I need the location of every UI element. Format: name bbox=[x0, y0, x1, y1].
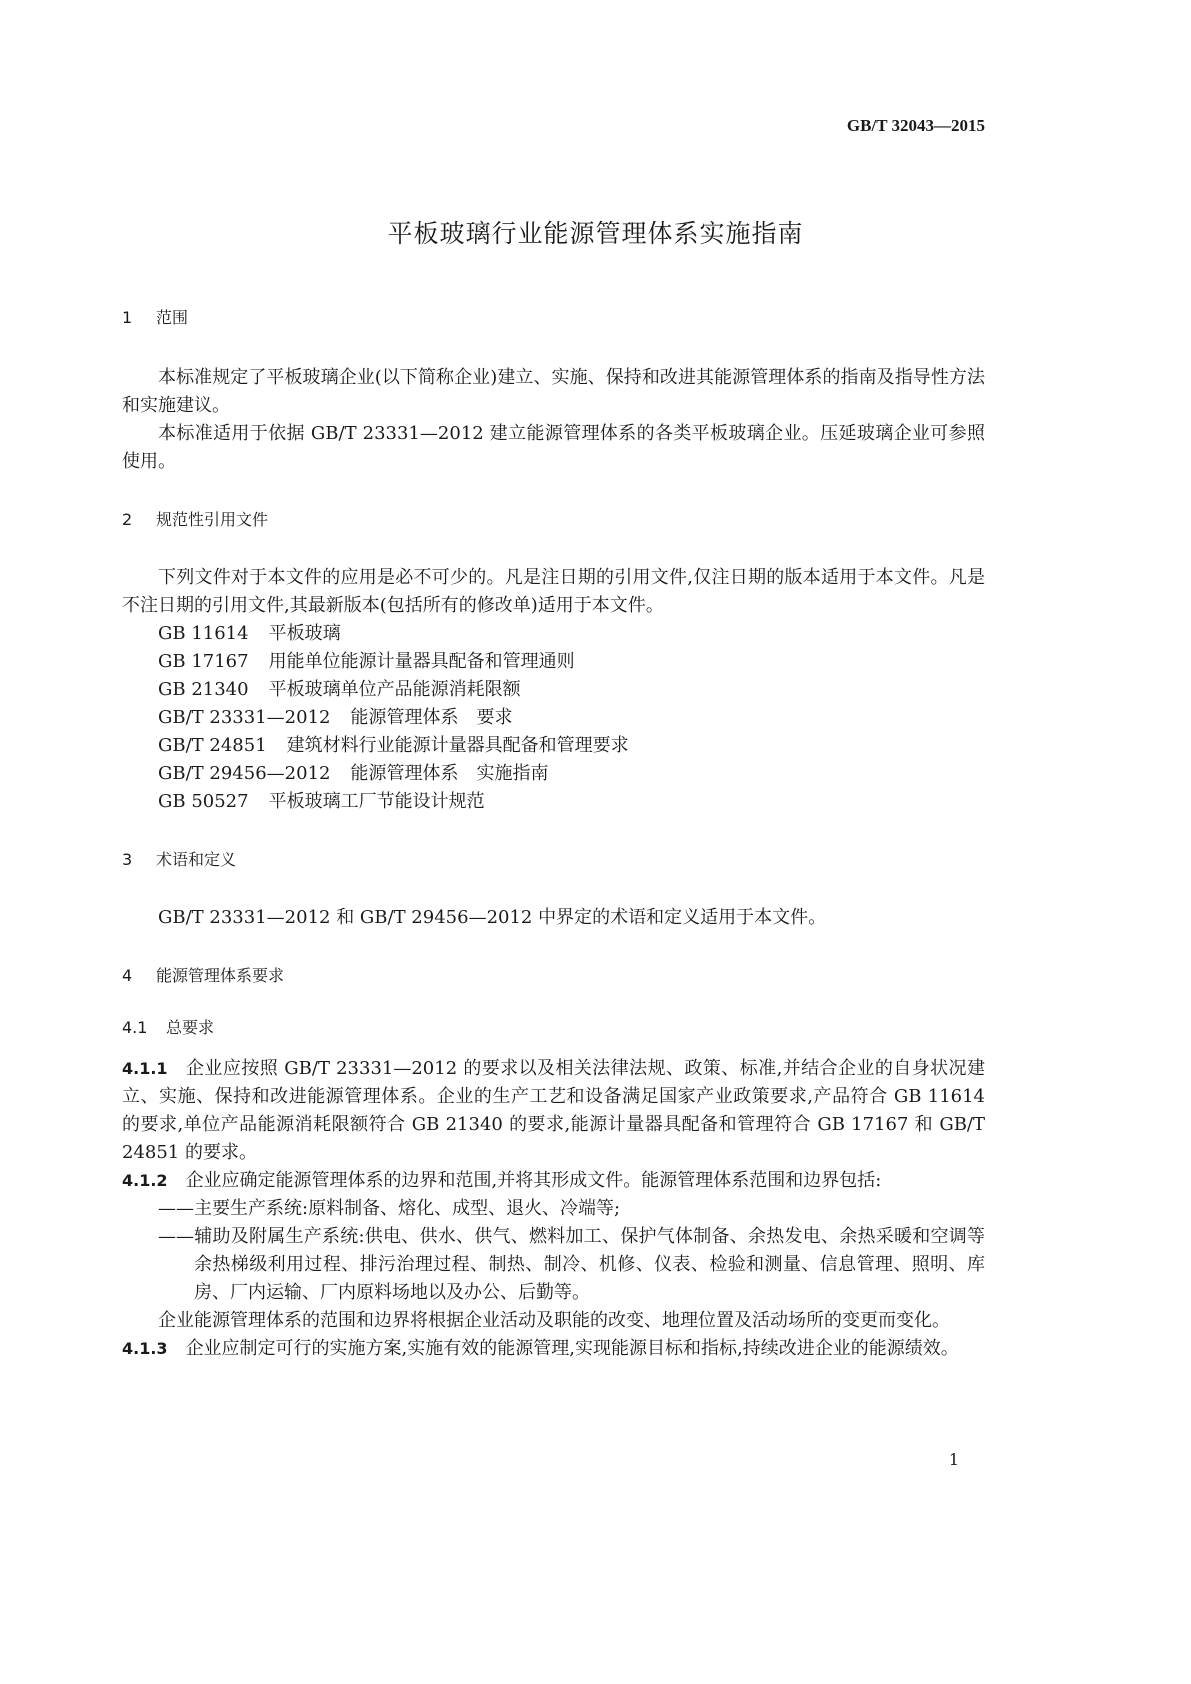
list-item: ——辅助及附属生产系统:供电、供水、供气、燃料加工、保护气体制备、余热发电、余热采暖和空调等余热梯级利用过程、排污治理过程、制热、制冷、机修、仪表、检验和测量、信息管理、照明、库房、厂内运输、厂内原料场地以及办公、后勤等。 bbox=[158, 1226, 985, 1303]
page-number: 1 bbox=[948, 1450, 959, 1469]
paragraph: 本标准规定了平板玻璃企业(以下简称企业)建立、实施、保持和改进其能源管理体系的指南及指导性方法和实施建议。 bbox=[122, 367, 985, 416]
section-3-heading: 3 术语和定义 bbox=[122, 850, 237, 869]
section-1-body bbox=[122, 364, 985, 476]
document-title: 平板玻璃行业能源管理体系实施指南 bbox=[387, 219, 804, 248]
reference-item: GB 50527 平板玻璃工厂节能设计规范 bbox=[158, 791, 485, 812]
section-2-body bbox=[122, 564, 985, 816]
reference-item: GB 17167 用能单位能源计量器具配备和管理通则 bbox=[158, 651, 575, 672]
reference-item: GB/T 29456—2012 能源管理体系 实施指南 bbox=[158, 763, 549, 784]
clause-4-1-2: 4.1.2 企业应确定能源管理体系的边界和范围,并将其形成文件。能源管理体系范围和边界包括: bbox=[122, 1170, 882, 1191]
section-3-body bbox=[122, 904, 985, 932]
section-4-body bbox=[122, 1055, 985, 1363]
clause-4-1-3: 4.1.3 企业应制定可行的实施方案,实施有效的能源管理,实现能源目标和指标,持续改进企业的能源绩效。 bbox=[122, 1338, 959, 1359]
section-4-heading: 4 能源管理体系要求 bbox=[122, 966, 285, 985]
section-2-heading: 2 规范性引用文件 bbox=[122, 510, 269, 529]
reference-item: GB 21340 平板玻璃单位产品能源消耗限额 bbox=[158, 679, 521, 700]
reference-item: GB/T 24851 建筑材料行业能源计量器具配备和管理要求 bbox=[158, 735, 629, 756]
section-1-heading: 1 范围 bbox=[122, 308, 189, 327]
reference-item: GB/T 23331—2012 能源管理体系 要求 bbox=[158, 707, 513, 728]
paragraph: 下列文件对于本文件的应用是必不可少的。凡是注日期的引用文件,仅注日期的版本适用于本文件。凡是不注日期的引用文件,其最新版本(包括所有的修改单)适用于本文件。 bbox=[122, 567, 985, 616]
list-item: ——主要生产系统:原料制备、熔化、成型、退火、冷端等; bbox=[158, 1198, 621, 1219]
clause-4-1-1: 4.1.1 企业应按照 GB/T 23331—2012 的要求以及相关法律法规、政策、标准,并结合企业的自身状况建立、实施、保持和改进能源管理体系。企业的生产工艺和设备满足国家产业政策要求,产品符合 GB 11614 的要求,单位产品能源消耗限额符合 GB 21340 的要求,能源计量器具配备和管理符合 GB 17167 和 GB/T 24851 的要求。 bbox=[122, 1058, 985, 1163]
reference-item: GB 11614 平板玻璃 bbox=[158, 623, 341, 644]
standard-number: GB/T 32043—2015 bbox=[846, 116, 985, 135]
section-4-1-heading: 4.1 总要求 bbox=[122, 1018, 215, 1037]
paragraph: GB/T 23331—2012 和 GB/T 29456—2012 中界定的术语和定义适用于本文件。 bbox=[158, 907, 827, 928]
paragraph: 企业能源管理体系的范围和边界将根据企业活动及职能的改变、地理位置及活动场所的变更而变化。 bbox=[158, 1310, 950, 1331]
paragraph: 本标准适用于依据 GB/T 23331—2012 建立能源管理体系的各类平板玻璃企业。压延玻璃企业可参照使用。 bbox=[122, 423, 985, 472]
